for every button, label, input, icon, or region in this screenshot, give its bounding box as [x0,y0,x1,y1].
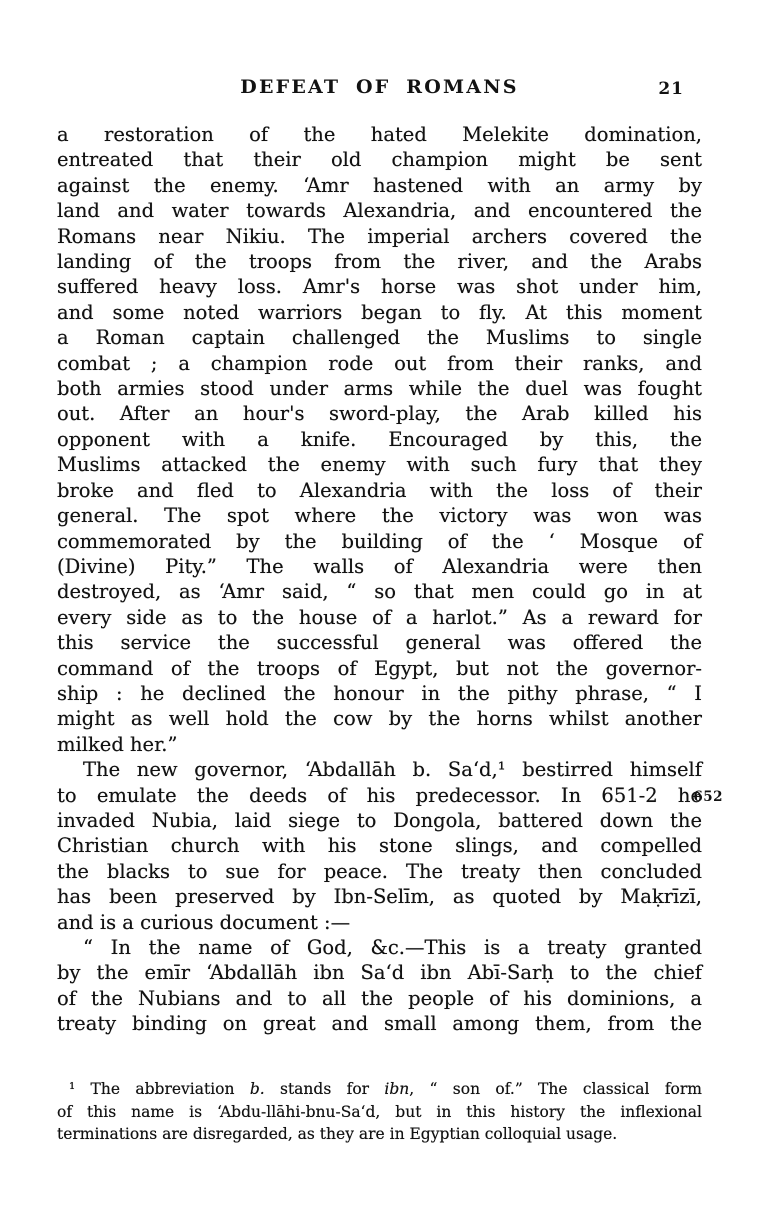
text-line: both armies stood under arms while the duel was fought [57,377,702,401]
text-line: (Divine) Pity.” The walls of Alexandria were then [57,554,702,578]
text-line: out. After an hour's sword-play, the Arab killed his [57,402,702,426]
text-line: a Roman captain challenged the Muslims to single [57,326,702,350]
text-line: of the Nubians and to all the people of his dominions, a [57,986,702,1010]
text-line: milked her.” [57,732,178,756]
text-line: Muslims attacked the enemy with such fury that they [57,453,702,477]
text-line: to emulate the deeds of his predecessor. In 651-2 he [57,783,702,807]
text-line: invaded Nubia, laid siege to Dongola, battered down the [57,808,702,832]
running-title: DEFEAT OF ROMANS [240,76,519,98]
footnote-text: ¹ The abbreviation [69,1080,250,1098]
text-line: has been preserved by Ibn-Selīm, as quoted by Maḳrīzī, [57,885,702,909]
text-line: The new governor, ‘Abdallāh b. Sa‘d,¹ bestirred himself [83,758,702,782]
text-line: commemorated by the building of the ‘ Mosque of [57,529,702,553]
text-line: a restoration of the hated Melekite domination, [57,123,702,146]
footnote-line [57,1078,702,1101]
text-line: opponent with a knife. Encouraged by this, the [57,427,702,451]
footnote-line [57,1123,702,1146]
text-line: this service the successful general was offered the [57,631,702,655]
text-line: suffered heavy loss. Amr's horse was shot under him, [57,275,702,299]
text-line: “ In the name of God, &c.—This is a treaty granted [83,936,702,959]
footnote [57,1078,702,1146]
footnote-text: of this name is ‘Abdu-llāhi-bnu-Sa‘d, but in this history the inflexional [57,1102,702,1121]
text-line: every side as to the house of a harlot.” As a reward for [57,605,702,629]
text-line: against the enemy. ‘Amr hastened with an army by [57,173,702,197]
text-line: destroyed, as ‘Amr said, “ so that men could go in at [57,580,702,604]
text-line: ship : he declined the honour in the pithy phrase, “ I [57,681,702,705]
text-line: and some noted warriors began to fly. At this moment [57,300,702,324]
text-line: Christian church with his stone slings, and compelled [57,834,702,858]
text-line: general. The spot where the victory was won was [57,504,702,528]
footnote-text: stands for [264,1080,385,1098]
margin-note-year: 652 [693,789,723,805]
text-line: by the emīr ‘Abdallāh ibn Sa‘d ibn Abī-Sarḥ to the chief [57,961,702,985]
footnote-italic-term: ibn [384,1080,410,1098]
body-text [57,122,702,1037]
text-line: the blacks to sue for peace. The treaty then concluded [57,859,702,883]
text-line: Romans near Nikiu. The imperial archers covered the [57,224,702,248]
footnote-line [57,1101,702,1124]
page-number: 21 [658,79,684,99]
text-line: combat ; a champion rode out from their ranks, and [57,351,702,375]
footnote-text: , “ son of.” The classical form [409,1080,702,1098]
text-line: entreated that their old champion might be sent [57,148,702,172]
footnote-text: terminations are disregarded, as they are in Egyptian colloquial usage. [57,1125,618,1143]
text-line: landing of the troops from the river, and the Arabs [57,250,702,274]
footnote-italic-term: b. [249,1080,265,1098]
text-line: land and water towards Alexandria, and encountered the [57,199,702,223]
text-line: and is a curious document :— [57,910,351,934]
text-line: broke and fled to Alexandria with the loss of their [57,478,702,502]
text-line: command of the troops of Egypt, but not the governor- [57,656,702,680]
text-line: treaty binding on great and small among them, from the [57,1012,702,1036]
text-line: might as well hold the cow by the horns whilst another [57,707,702,731]
